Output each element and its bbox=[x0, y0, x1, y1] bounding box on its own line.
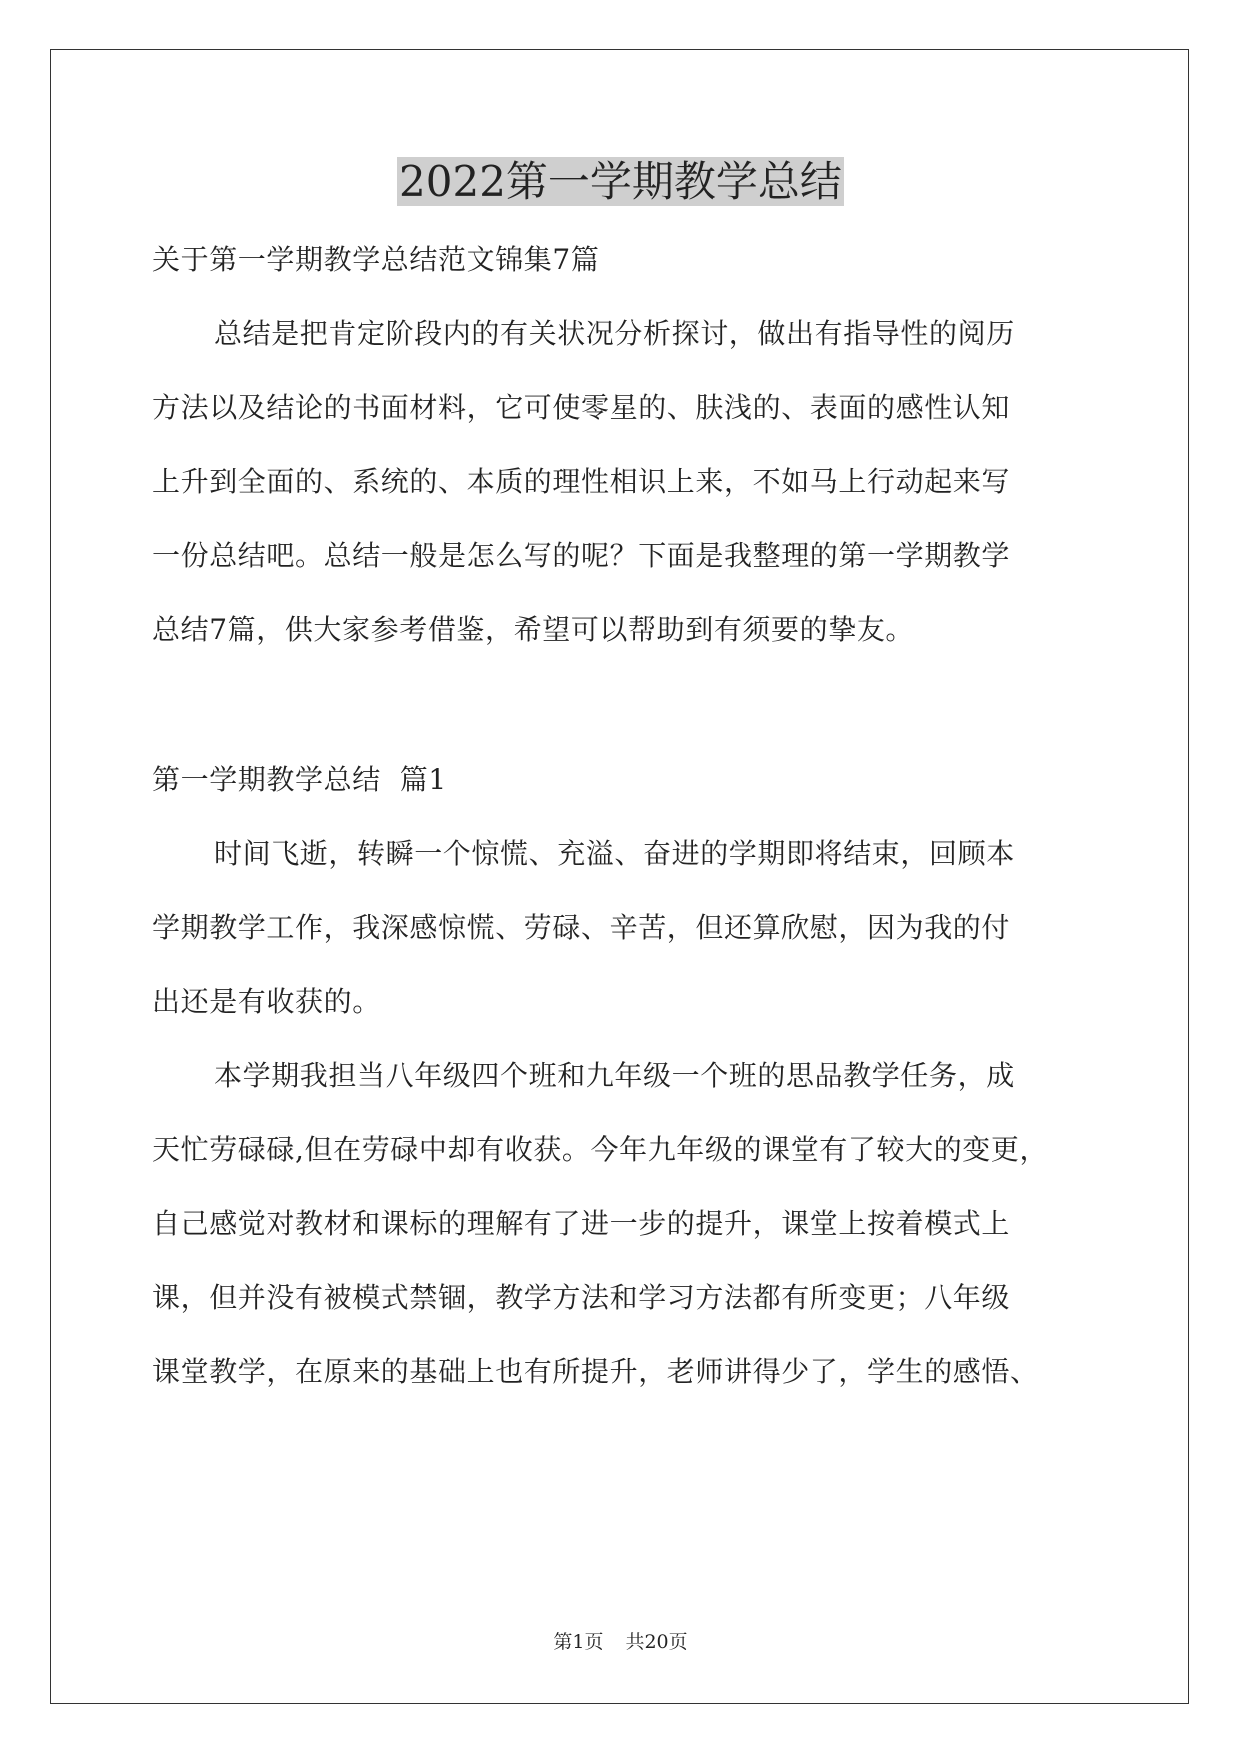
page-total: 共20页 bbox=[625, 1631, 688, 1653]
para1-line-2: 学期教学工作，我深感惊慌、劳碌、辛苦，但还算欣慰，因为我的付 bbox=[152, 911, 1011, 944]
para2-line-4: 课，但并没有被模式禁锢，教学方法和学习方法都有所变更；八年级 bbox=[152, 1281, 1011, 1314]
intro-line-5: 总结7篇，供大家参考借鉴，希望可以帮助到有须要的挚友。 bbox=[152, 613, 915, 646]
para1-line-1: 时间飞逝，转瞬一个惊慌、充溢、奋进的学期即将结束，回顾本 bbox=[214, 837, 1015, 870]
page-number: 第1页 bbox=[553, 1631, 604, 1653]
page-footer bbox=[0, 1630, 1241, 1654]
para2-line-2: 天忙劳碌碌,但在劳碌中却有收获。今年九年级的课堂有了较大的变更， bbox=[152, 1133, 1049, 1166]
section-heading: 第一学期教学总结 篇1 bbox=[152, 763, 447, 796]
para2-line-5: 课堂教学，在原来的基础上也有所提升，老师讲得少了，学生的感悟、 bbox=[152, 1355, 1039, 1388]
intro-line-4: 一份总结吧。总结一般是怎么写的呢？下面是我整理的第一学期教学 bbox=[152, 539, 1011, 572]
para1-line-3: 出还是有收获的。 bbox=[152, 985, 381, 1018]
para2-line-3: 自己感觉对教材和课标的理解有了进一步的提升，课堂上按着模式上 bbox=[152, 1207, 1011, 1240]
document-title-text: 2022第一学期教学总结 bbox=[399, 157, 842, 206]
intro-line-2: 方法以及结论的书面材料，它可使零星的、肤浅的、表面的感性认知 bbox=[152, 391, 1011, 424]
intro-line-1: 总结是把肯定阶段内的有关状况分析探讨，做出有指导性的阅历 bbox=[214, 317, 1015, 350]
para2-line-1: 本学期我担当八年级四个班和九年级一个班的思品教学任务，成 bbox=[214, 1059, 1015, 1092]
intro-line-3: 上升到全面的、系统的、本质的理性相识上来，不如马上行动起来写 bbox=[152, 465, 1011, 498]
page-border bbox=[50, 49, 1189, 1704]
document-subtitle: 关于第一学期教学总结范文锦集7篇 bbox=[152, 243, 600, 276]
document-title bbox=[0, 152, 1241, 212]
